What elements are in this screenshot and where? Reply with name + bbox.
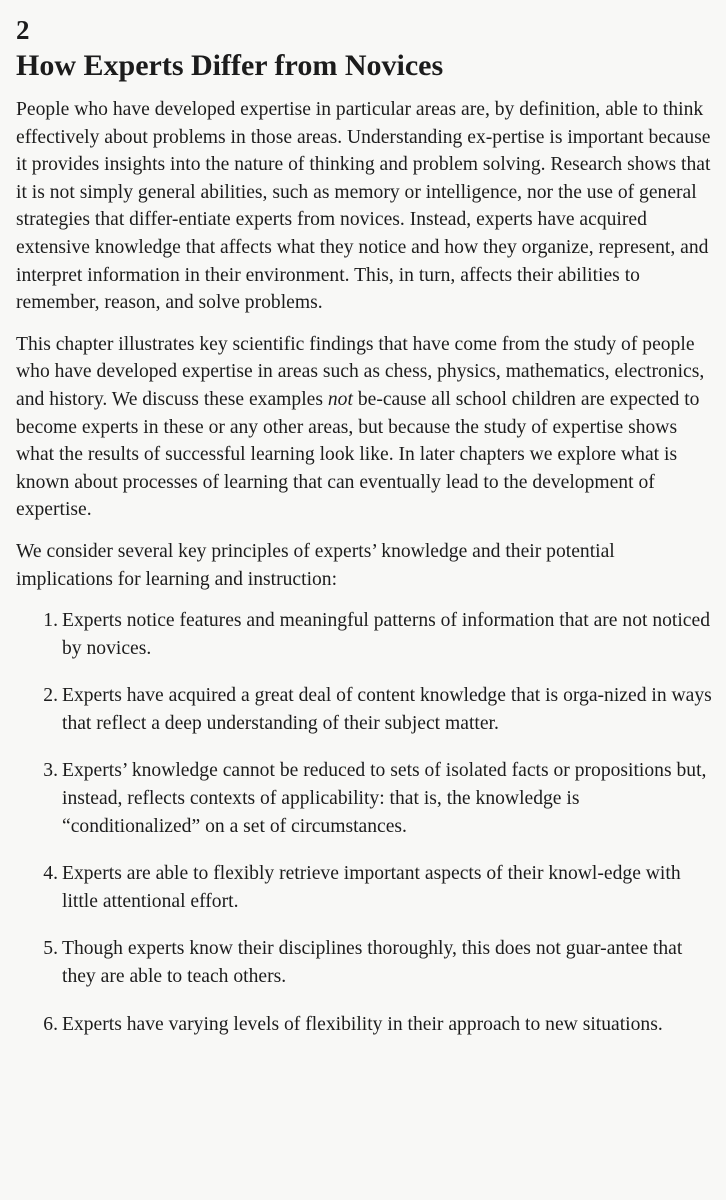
list-item-text: Experts’ knowledge cannot be reduced to sets of isolated facts or propositions but, instead, reflects contexts of applicability: that is, the knowledge is “conditionalized” on a set of circumstances. [62, 760, 707, 837]
list-item-number: 4. [43, 863, 58, 885]
list-item-text: Though experts know their disciplines thoroughly, this does not guar-antee that they are able to teach others. [62, 938, 683, 988]
list-item-text: Experts are able to flexibly retrieve important aspects of their knowl-edge with little attentional effort. [62, 863, 681, 912]
list-item-text: Experts have acquired a great deal of content knowledge that is orga-nized in ways that reflect a deep understanding of their subject matter. [62, 685, 712, 734]
paragraph-intro: People who have developed expertise in particular areas are, by definition, able to think effectively about problems in those areas. Understanding ex-pertise is important because it provides insights into the nature of thinking and problem solving. Research shows that it is not simply general abilities, such as memory or intelligence, nor the use of general strategies that differ-entiate experts from novices. Instead, experts have acquired extensive knowledge that affects what they notice and how they organize, represent, and interpret information in their environment. This, in turn, affects their abilities to remember, reason, and solve problems. [16, 99, 711, 314]
paragraph-principles-intro: We consider several key principles of experts’ knowledge and their potential implications for learning and instruction: [16, 540, 615, 590]
list-item-text: Experts notice features and meaningful patterns of information that are not noticed by novices. [62, 610, 711, 659]
list-item [16, 935, 712, 990]
paragraph-overview-start: This chapter illustrates key scientific findings that have come from the study of people who have developed expertise in areas such as chess, physics, mathematics, electronics, and history. We discuss these examples [16, 333, 705, 410]
paragraph-chapter-overview [16, 331, 712, 524]
list-item [16, 607, 712, 662]
chapter-number: 2 [16, 15, 30, 45]
list-item-number: 1. [43, 610, 58, 632]
list-item-number: 3. [43, 760, 58, 782]
list-item-text: Experts have varying levels of flexibility in their approach to new situations. [62, 1013, 663, 1035]
list-item [16, 860, 712, 915]
emphasis-not: not [327, 388, 353, 410]
list-item-number: 2. [43, 685, 58, 707]
list-item [16, 682, 712, 737]
list-item-number: 5. [43, 938, 58, 960]
list-item-number: 6. [43, 1013, 58, 1035]
list-item [16, 1011, 712, 1039]
list-item [16, 757, 712, 840]
chapter-title: How Experts Differ from Novices [16, 49, 444, 82]
principles-list [16, 607, 712, 1038]
paragraph-overview-end: be-cause all school children are expected to become experts in these or any other areas, but because the study of expertise shows what the results of successful learning look like. In later chapters we explore what is known about processes of learning that can eventually lead to the development of expertise. [16, 388, 700, 521]
